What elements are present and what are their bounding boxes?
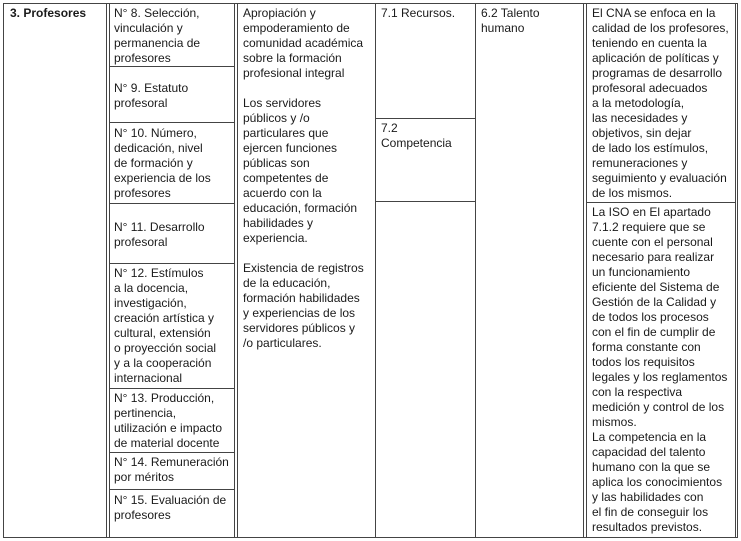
- analisis-cell: La ISO en El apartado 7.1.2 requiere que se cuente con el personal necesario para realizar un funcionamiento eficiente del Sistema de Gestión de la Calidad y de todos los procesos con el fin de cumplir de forma constante con todos los requisitos legales y los reglamentos con la respectiva medición y control de los mismos. La competencia en la capacidad del talento humano con la que se aplica los conocimientos y las habilidades con el fin de conseguir los resultados previstos.: [592, 205, 728, 534]
- caracteristica-cell: N° 11. Desarrollo profesoral: [114, 220, 205, 249]
- requisito-cell: 7.1 Recursos.: [381, 6, 456, 20]
- descripcion-cell: Apropiación y empoderamiento de comunidad académica sobre la formación profesional integral Los servidores públicos y /o particulares que ejercen funciones públicas son competentes de acuerdo con la educación, formación habilidades y experiencia. Existencia de registros de la educación, formación habilidades y experiencias de los servidores públicos y /o particulares.: [243, 6, 364, 350]
- talento-cell: 6.2 Talento humano: [481, 6, 540, 35]
- caracteristica-cell: N° 10. Número, dedicación, nivel de formación y experiencia de los profesores: [114, 126, 211, 200]
- requisito-cell: 7.2 Competencia: [381, 121, 452, 150]
- row-divider: [109, 203, 235, 204]
- row-divider: [109, 66, 235, 67]
- column-divider: [106, 3, 107, 538]
- column-divider-inner: [735, 3, 736, 538]
- row-divider: [109, 489, 235, 490]
- row-divider: [375, 201, 475, 202]
- column-divider: [475, 3, 476, 538]
- column-divider: [583, 3, 584, 538]
- caracteristica-cell: N° 9. Estatuto profesoral: [114, 81, 189, 110]
- caracteristica-cell: N° 15. Evaluación de profesores: [114, 493, 227, 522]
- row-divider: [109, 122, 235, 123]
- caracteristica-cell: N° 13. Producción, pertinencia, utilización e impacto de material docente: [114, 391, 223, 450]
- analisis-cell: El CNA se enfoca en la calidad de los profesores, teniendo en cuenta la aplicación de políticas y programas de desarrollo profesoral adecuados a la metodología, las necesidades y objetivos, sin dejar de lado los estímulos, remuneraciones y seguimiento y evaluación de los mismos.: [592, 6, 729, 200]
- caracteristica-cell: N° 8. Selección, vinculación y permanencia de profesores: [114, 6, 201, 65]
- factor-cell: 3. Profesores: [10, 6, 87, 20]
- caracteristica-cell: N° 12. Estímulos a la docencia, investigación, creación artística y cultural, extensión o proyección social y a la cooperación internacional: [114, 266, 217, 385]
- column-divider: [375, 3, 376, 538]
- caracteristica-cell: N° 14. Remuneración por méritos: [114, 455, 229, 484]
